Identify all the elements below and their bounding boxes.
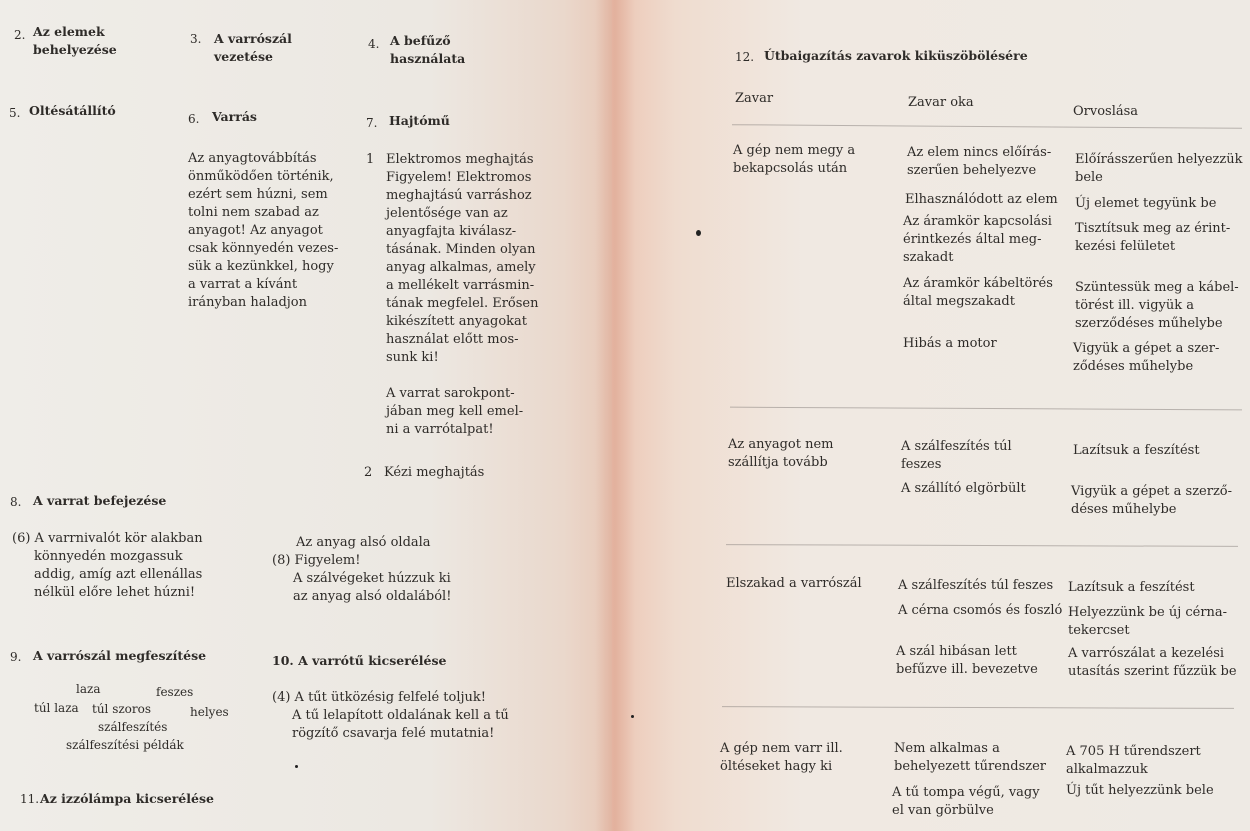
table-header-zavar: Zavar xyxy=(735,91,774,106)
oka-cell: Az áramkör kábeltörés xyxy=(903,276,1053,291)
text-line: Figyelem! Elektromos xyxy=(386,170,532,185)
oka-cell: érintkezés által meg- xyxy=(903,232,1042,247)
orvoslas-cell: Új tűt helyezzünk bele xyxy=(1066,783,1214,798)
oka-cell: által megszakadt xyxy=(903,294,1015,309)
text-line: A varrat sarokpont- xyxy=(386,386,515,401)
text-line: irányban haladjon xyxy=(188,295,307,310)
section-2-title-line2: behelyezése xyxy=(33,42,117,57)
text-line: sük a kezünkkel, hogy xyxy=(188,259,334,274)
oka-cell: A szállító elgörbült xyxy=(901,481,1026,496)
text-line: csak könnyedén vezes- xyxy=(188,241,339,256)
section-10-title: 10. A varrótű kicserélése xyxy=(272,653,447,668)
text-line: az anyag alsó oldalából! xyxy=(293,589,452,604)
zavar-cell: bekapcsolás után xyxy=(733,161,848,176)
text-line: könnyedén mozgassuk xyxy=(34,549,183,564)
label-szalfeszites: szálfeszítés xyxy=(98,720,168,734)
text-line: anyagfajta kiválasz- xyxy=(386,224,517,239)
orvoslas-cell: szerződéses műhelybe xyxy=(1075,316,1223,331)
orvoslas-cell: Előírásszerűen helyezzük xyxy=(1075,152,1243,167)
section-2-title-line1: Az elemek xyxy=(33,24,105,39)
orvoslas-cell: Új elemet tegyünk be xyxy=(1075,196,1217,211)
label-tul-laza: túl laza xyxy=(34,701,79,715)
section-4-number: 4. xyxy=(368,37,380,51)
text-line: nélkül előre lehet húzni! xyxy=(34,585,196,600)
orvoslas-cell: Vigyük a gépet a szer- xyxy=(1073,341,1220,356)
text-line: jelentősége van az xyxy=(386,206,508,221)
label-tul-szoros: túl szoros xyxy=(92,702,152,716)
text-line: anyagot! Az anyagot xyxy=(188,223,323,238)
section-7-number: 7. xyxy=(366,116,378,130)
oka-cell: A szálfeszítés túl feszes xyxy=(898,578,1054,593)
text-line: önműködően történik, xyxy=(188,169,334,184)
oka-cell: befűzve ill. bevezetve xyxy=(896,662,1038,677)
table-header-zavar-oka: Zavar oka xyxy=(908,95,974,110)
text-line: rögzítő csavarja felé mutatnia! xyxy=(292,726,495,741)
oka-cell: Elhasználódott az elem xyxy=(905,192,1058,207)
text-line: Az anyag alsó oldala xyxy=(296,535,431,550)
orvoslas-cell: Lazítsuk a feszítést xyxy=(1068,580,1195,595)
section-12-number: 12. xyxy=(735,50,755,64)
section-8-number: 8. xyxy=(10,495,22,509)
section-8-title: A varrat befejezése xyxy=(33,493,167,508)
zavar-cell: szállítja tovább xyxy=(728,455,828,470)
zavar-cell: A gép nem varr ill. xyxy=(720,741,843,756)
text-line: ezért sem húzni, sem xyxy=(188,187,328,202)
oka-cell: szerűen behelyezve xyxy=(907,163,1037,178)
orvoslas-cell: Szüntessük meg a kábel- xyxy=(1075,280,1239,295)
text-line: tolni nem szabad az xyxy=(188,205,319,220)
section-2-number: 2. xyxy=(14,28,26,42)
orvoslas-cell: tekercset xyxy=(1068,623,1130,638)
oka-cell: A szál hibásan lett xyxy=(896,644,1017,659)
text-line: anyag alkalmas, amely xyxy=(386,260,536,275)
label-helyes: helyes xyxy=(190,705,229,719)
text-line: A szálvégeket húzzuk ki xyxy=(293,571,451,586)
oka-cell: behelyezett tűrendszer xyxy=(894,759,1047,774)
text-line: Az anyagtovábbítás xyxy=(188,151,317,166)
oka-cell: A szálfeszítés túl xyxy=(901,439,1012,454)
zavar-cell: Elszakad a varrószál xyxy=(726,576,862,591)
oka-cell: A cérna csomós és foszló xyxy=(898,603,1063,618)
ink-spot xyxy=(295,765,298,768)
text-line: ni a varrótalpat! xyxy=(386,422,494,437)
orvoslas-cell: A varrószálat a kezelési xyxy=(1068,646,1225,661)
orvoslas-cell: bele xyxy=(1075,170,1103,185)
page-spine xyxy=(595,0,635,831)
section-3-title-line2: vezetése xyxy=(214,49,273,64)
text-line: a varrat a kívánt xyxy=(188,277,298,292)
orvoslas-cell: A 705 H tűrendszert xyxy=(1066,744,1201,759)
oka-cell: szakadt xyxy=(903,250,954,265)
section-9-number: 9. xyxy=(10,650,22,664)
section-7-item-2-text: Kézi meghajtás xyxy=(384,465,485,480)
oka-cell: Az elem nincs előírás- xyxy=(907,145,1052,160)
label-feszes: feszes xyxy=(156,685,194,699)
ink-spot xyxy=(696,230,701,236)
text-line: (4) A tűt ütközésig felfelé toljuk! xyxy=(272,690,487,705)
orvoslas-cell: törést ill. vigyük a xyxy=(1075,298,1195,313)
table-header-orvoslasa: Orvoslása xyxy=(1073,104,1139,119)
section-11-title: Az izzólámpa kicserélése xyxy=(40,791,214,806)
oka-cell: Az áramkör kapcsolási xyxy=(903,214,1052,229)
text-line: meghajtású varráshoz xyxy=(386,188,532,203)
orvoslas-cell: déses műhelybe xyxy=(1071,502,1177,517)
text-line: (8) Figyelem! xyxy=(272,553,361,568)
oka-cell: feszes xyxy=(901,457,942,472)
section-6-title: Varrás xyxy=(212,109,257,124)
section-3-title-line1: A varrószál xyxy=(214,31,292,46)
orvoslas-cell: Lazítsuk a feszítést xyxy=(1073,443,1200,458)
orvoslas-cell: Vigyük a gépet a szerző- xyxy=(1071,484,1233,499)
oka-cell: Nem alkalmas a xyxy=(894,741,1000,756)
text-line: sunk ki! xyxy=(386,350,439,365)
ink-spot xyxy=(631,715,634,718)
orvoslas-cell: alkalmazzuk xyxy=(1066,762,1148,777)
section-3-number: 3. xyxy=(190,32,202,46)
zavar-cell: Az anyagot nem xyxy=(728,437,834,452)
zavar-cell: öltéseket hagy ki xyxy=(720,759,833,774)
orvoslas-cell: kezési felületet xyxy=(1075,239,1176,254)
text-line: tának megfelel. Erősen xyxy=(386,296,539,311)
section-7-title: Hajtómű xyxy=(389,113,450,128)
text-line: A tű lelapított oldalának kell a tű xyxy=(292,708,509,723)
text-line: jában meg kell emel- xyxy=(386,404,524,419)
oka-cell: Hibás a motor xyxy=(903,336,997,351)
section-4-title-line1: A befűző xyxy=(390,33,451,48)
zavar-cell: A gép nem megy a xyxy=(733,143,856,158)
label-szalfeszitesi-peldak: szálfeszítési példák xyxy=(66,738,184,752)
section-5-title: Oltésátállító xyxy=(29,103,116,118)
text-line: Elektromos meghajtás xyxy=(386,152,534,167)
orvoslas-cell: utasítás szerint fűzzük be xyxy=(1068,664,1237,679)
section-12-title: Útbaigazítás zavarok kiküszöbölésére xyxy=(764,48,1028,63)
section-4-title-line2: használata xyxy=(390,51,466,66)
text-line: használat előtt mos- xyxy=(386,332,519,347)
orvoslas-cell: ződéses műhelybe xyxy=(1073,359,1194,374)
orvoslas-cell: Tisztítsuk meg az érint- xyxy=(1075,221,1231,236)
section-6-number: 6. xyxy=(188,112,200,126)
label-laza: laza xyxy=(76,682,101,696)
section-7-item-2-number: 2 xyxy=(364,465,373,480)
section-9-title: A varrószál megfeszítése xyxy=(33,648,207,663)
orvoslas-cell: Helyezzünk be új cérna- xyxy=(1068,605,1228,620)
text-line: a mellékelt varrásmin- xyxy=(386,278,535,293)
oka-cell: el van görbülve xyxy=(892,803,994,818)
text-line: (6) A varrnivalót kör alakban xyxy=(12,531,203,546)
text-line: tásának. Minden olyan xyxy=(386,242,536,257)
section-5-number: 5. xyxy=(9,106,21,120)
text-line: kikészített anyagokat xyxy=(386,314,528,329)
oka-cell: A tű tompa végű, vagy xyxy=(892,785,1040,800)
text-line: addig, amíg azt ellenállas xyxy=(34,567,203,582)
section-7-item-1-number: 1 xyxy=(366,152,375,167)
section-11-number: 11. xyxy=(20,792,40,806)
